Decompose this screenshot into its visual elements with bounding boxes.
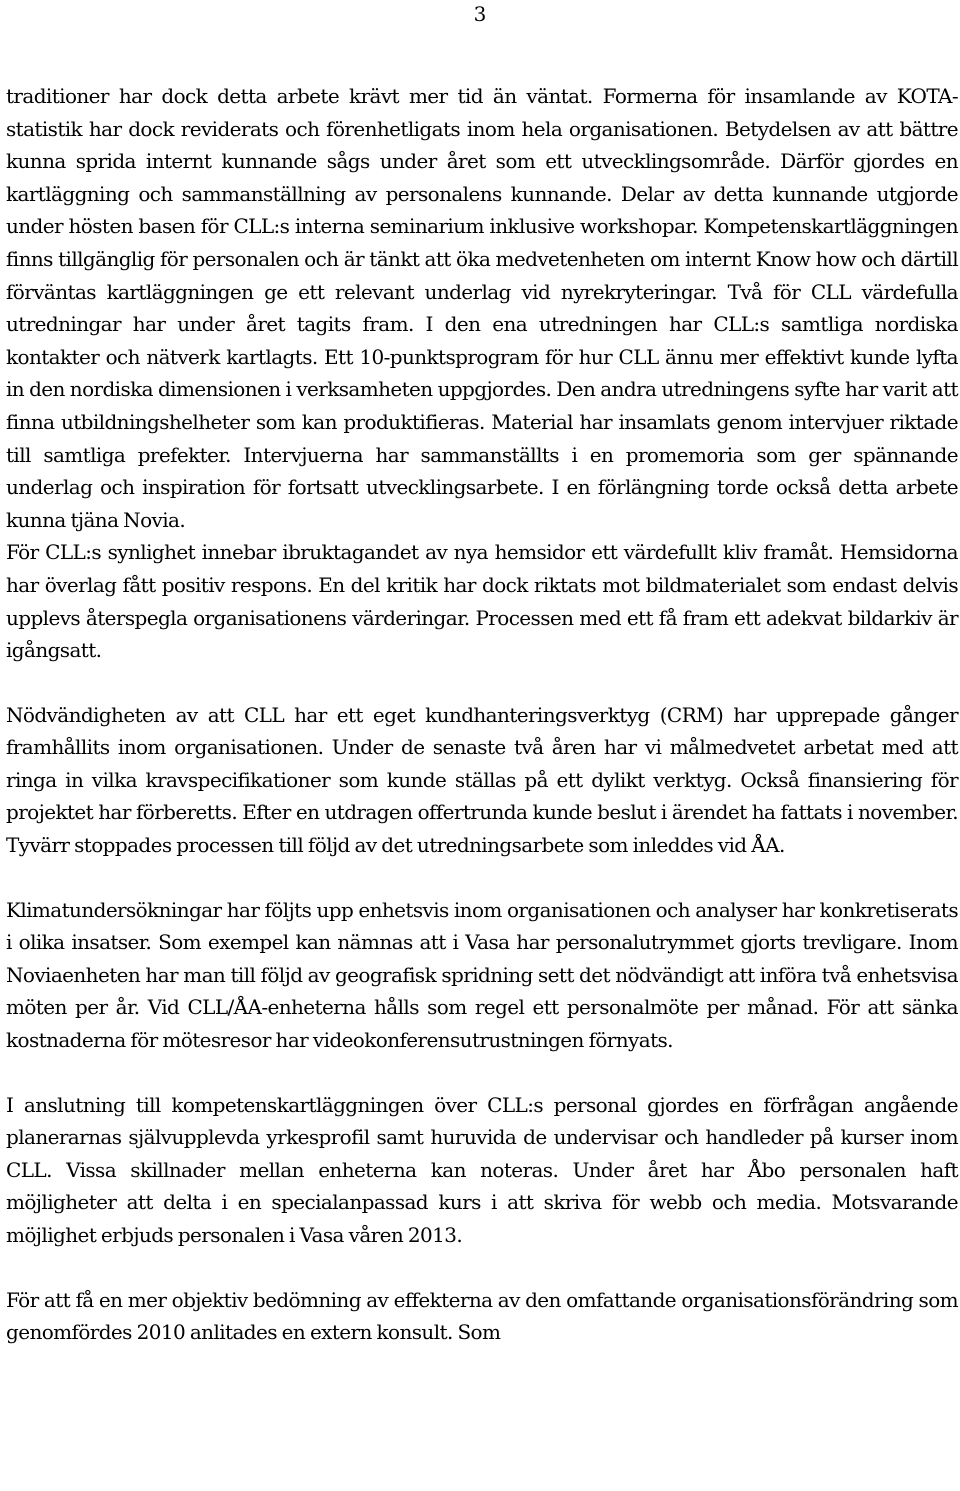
paragraph-staff-profile: I anslutning till kompetenskartläggningen över CLL:s personal gjordes en förfrågan angående planerarnas självupplevda yrkesprofil samt huruvida de undervisar och handleder på kurser inom CLL. Vissa skillnader mellan enheterna kan noteras. Under året har Åbo personalen haft möjligheter att delta i en specialanpassad kurs i att skriva för webb och media. Motsvarande möjlighet erbjuds personalen i Vasa våren 2013.: [6, 1092, 958, 1247]
document-body: [6, 80, 958, 1349]
paragraph-climate-surveys: Klimatundersökningar har följts upp enhetsvis inom organisationen och analyser har konkretiserats i olika insatser. Som exempel kan nämnas att i Vasa har personalutrymmet gjorts trevligare. Inom Noviaenheten har man till följd av geografisk spridning sett det nödvändigt att införa två enhetsvisa möten per år. Vid CLL/ÅA-enheterna hålls som regel ett personalmöte per månad. För att sänka kostnaderna för mötesresor har videokonferensutrustningen förnyats.: [6, 897, 958, 1053]
page-number: 3: [473, 2, 487, 26]
paragraph-external-consultant: För att få en mer objektiv bedömning av effekterna av den omfattande organisationsförändring som genomfördes 2010 anlitades en extern konsult. Som: [6, 1287, 958, 1345]
paragraph-crm-tool: Nödvändigheten av att CLL har ett eget kundhanteringsverktyg (CRM) har upprepade gånger framhållits inom organisationen. Under de senaste två åren har vi målmedvetet arbetat med att ringa in vilka kravspecifikationer som kunde ställas på ett dylikt verktyg. Också finansiering för projektet har förberetts. Efter en utdragen offertrunda kunde beslut i ärendet ha fattats i november. Tyvärr stoppades processen till följd av det utredningsarbete som inleddes vid ÅA.: [6, 702, 958, 858]
paragraph-competence-mapping: traditioner har dock detta arbete krävt mer tid än väntat. Formerna för insamlande av KOTA-statistik har dock reviderats och förenhetligats inom hela organisationen. Betydelsen av att bättre kunna sprida internt kunnande sågs under året som ett utvecklingsområde. Därför gjordes en kartläggning och sammanställning av personalens kunnande. Delar av detta kunnande utgjorde under hösten basen för CLL:s interna seminarium inklusive workshopar. Kompetenskartläggningen finns tillgänglig för personalen och är tänkt att öka medvetenheten om internt Know how och därtill förväntas kartläggningen ge ett relevant underlag vid nyrekryteringar. Två för CLL värdefulla utredningar har under året tagits fram. I den ena utredningen har CLL:s samtliga nordiska kontakter och nätverk kartlagts. Ett 10-punktsprogram för hur CLL ännu mer effektivt kunde lyfta in den nordiska dimensionen i verksamheten uppgjordes. Den andra utredningens syfte har varit att finna utbildningshelheter som kan produktifieras. Material har insamlats genom intervjuer riktade till samtliga prefekter. Intervjuerna har sammanställts i en promemoria som ger spännande underlag och inspiration för fortsatt utvecklingsarbete. I en förlängning torde också detta arbete kunna tjäna Novia.: [6, 84, 958, 532]
paragraph-website-visibility: För CLL:s synlighet innebar ibruktagandet av nya hemsidor ett värdefullt kliv framåt. Hemsidorna har överlag fått positiv respons. En del kritik har dock riktats mot bildmaterialet som endast delvis upplevs återspegla organisationens värderingar. Processen med ett få fram ett adekvat bildarkiv är igångsatt.: [6, 540, 958, 663]
